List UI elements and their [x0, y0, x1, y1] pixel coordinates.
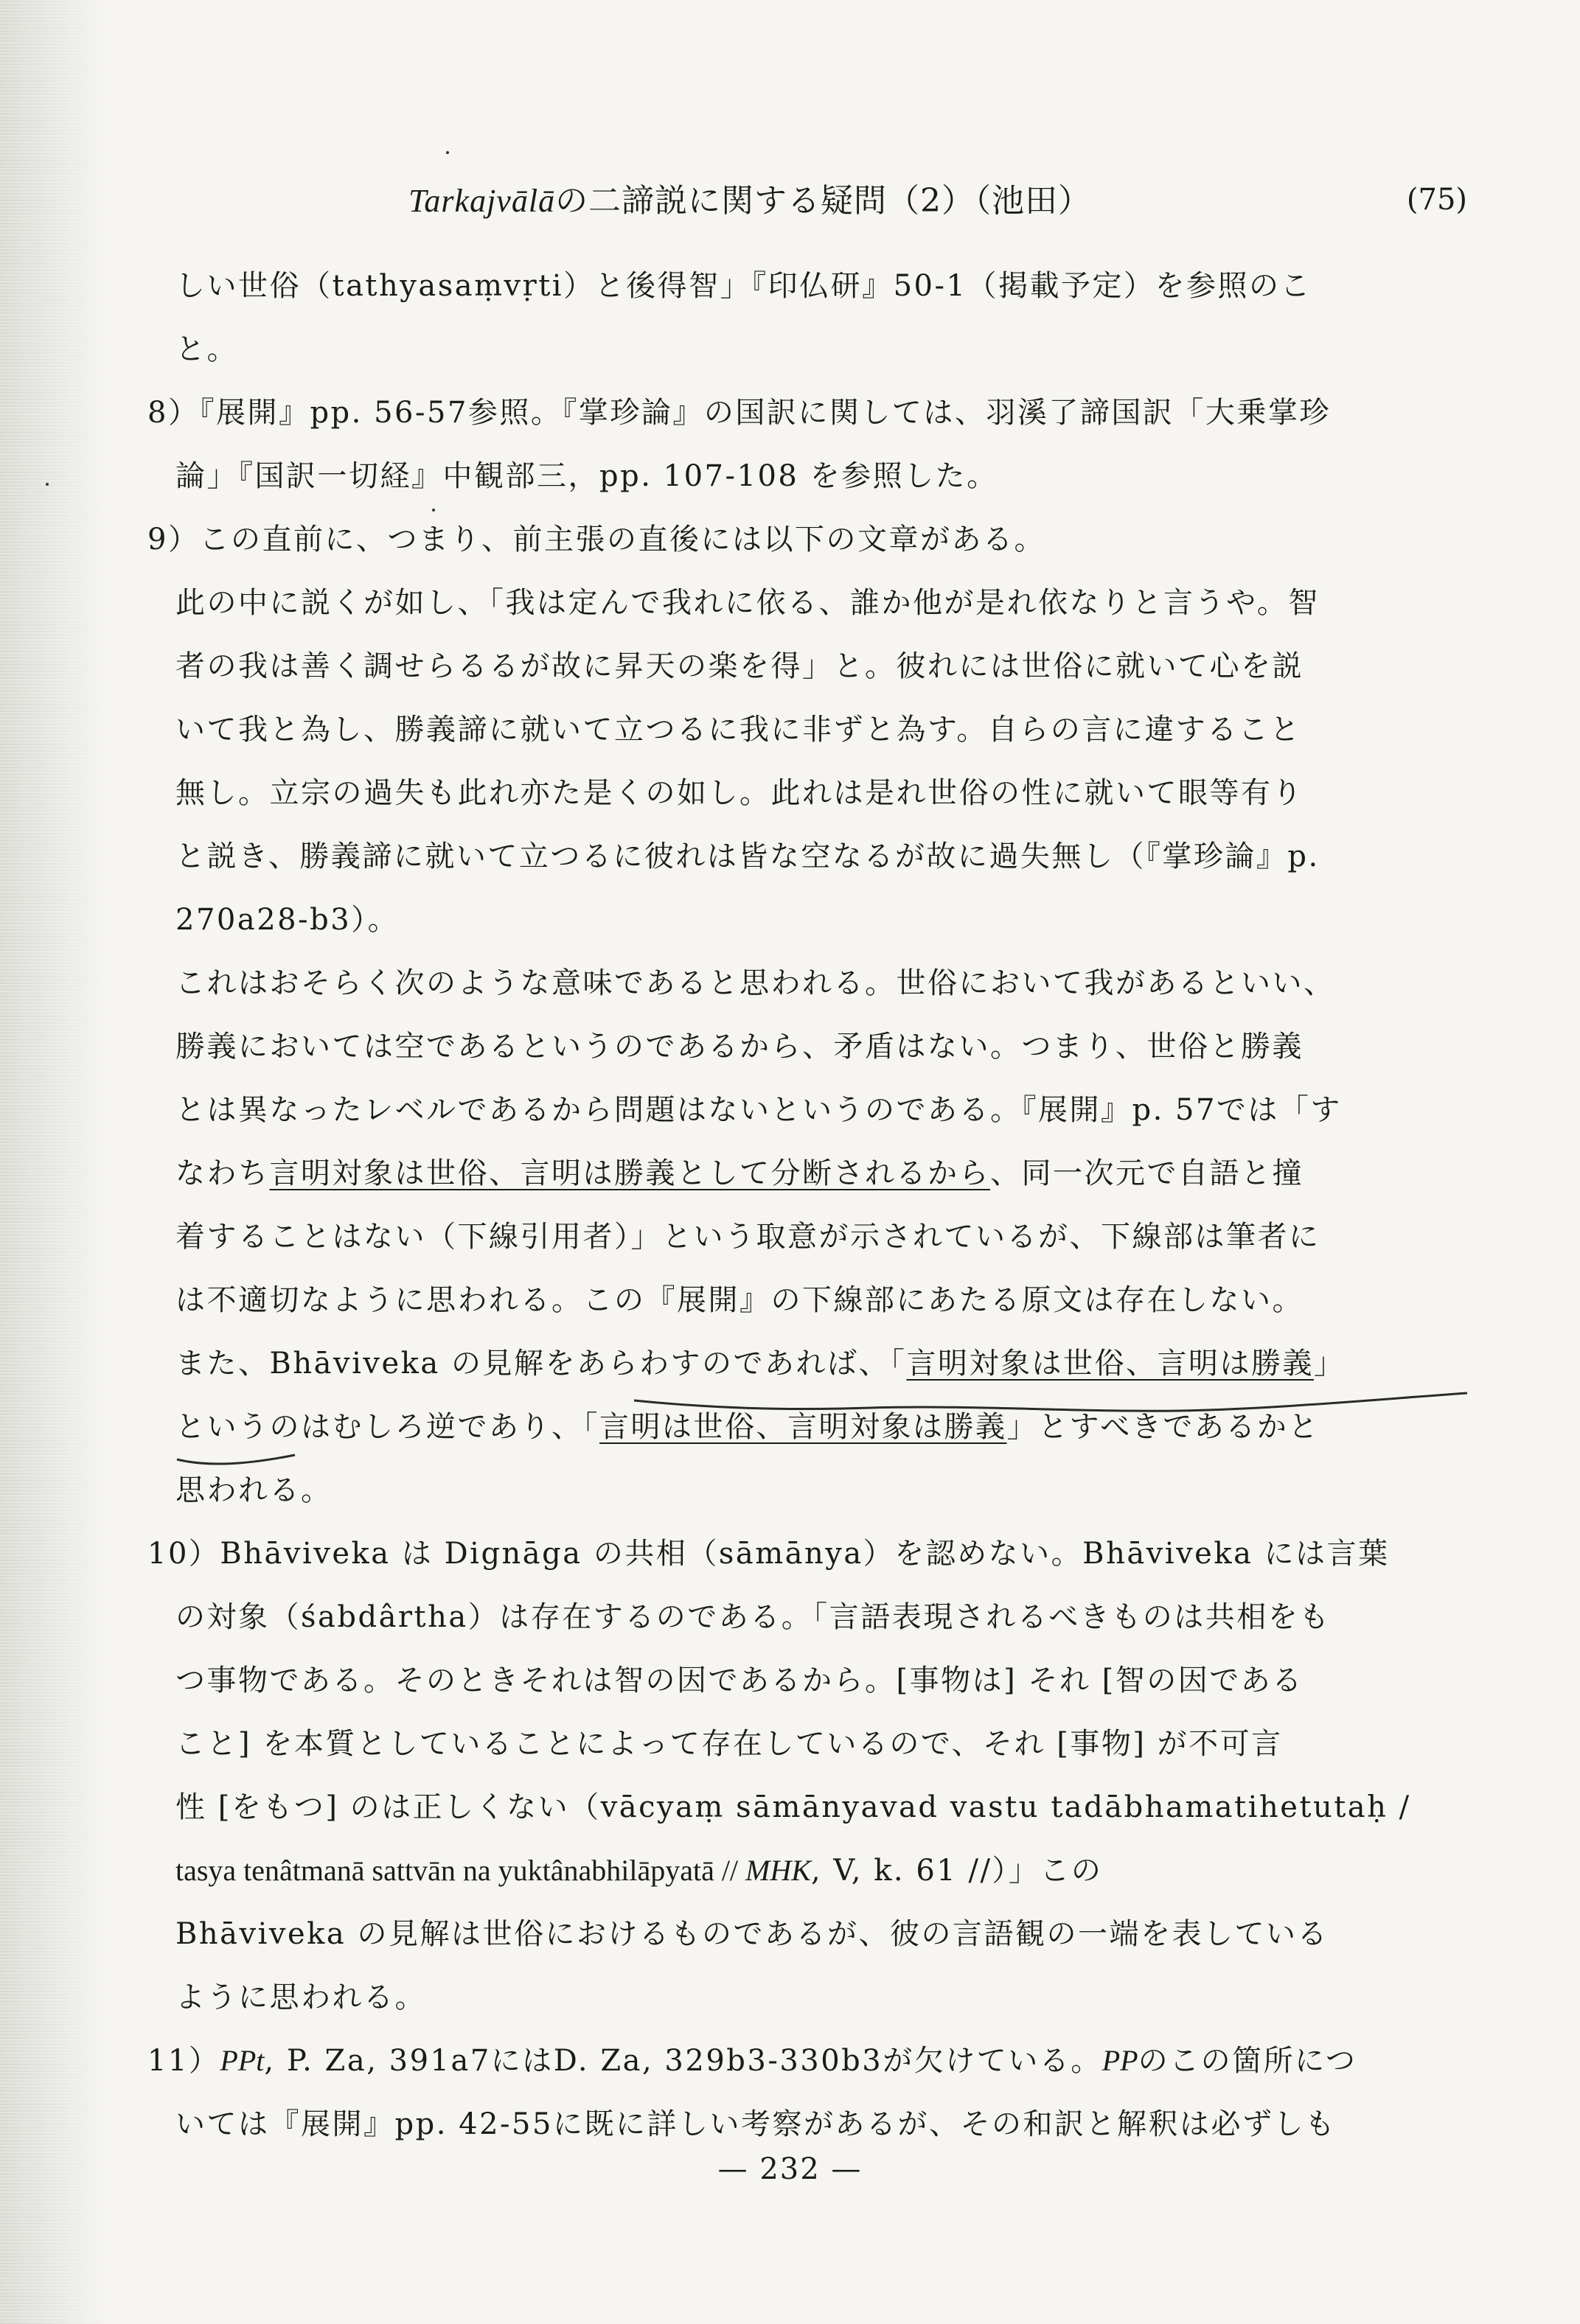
text-line: 着することはない（下線引用者）」という取意が示されているが、下線部は筆者に: [175, 1220, 1320, 1254]
text-line: の対象（śabdârtha）は存在するのである。「言語表現されるべきものは共相をも: [175, 1600, 1331, 1634]
text-line: しい世俗（tathyasaṃvṛti）と後得智」『印仏研』50-1（掲載予定）を参照のこ: [175, 269, 1312, 303]
text-line: は不適切なように思われる。この『展開』の下線部にあたる原文は存在しない。: [175, 1283, 1304, 1317]
footnote-11-line: [147, 2029, 1467, 2093]
quote-line: 此の中に説くが如し、「我は定んで我れに依る、誰か他が是れ依なりと言うや。智: [175, 586, 1320, 620]
text-line: いては『展開』pp. 42-55に既に詳しい考察があるが、その和訳と解釈は必ずしも: [175, 2107, 1337, 2141]
text-line: こと] を本質としていることによって存在しているので、それ [事物] が不可言: [175, 1727, 1283, 1761]
underlined-phrase: 言明は世俗、言明対象は勝義: [599, 1410, 1007, 1444]
footnote-8-line: 8）『展開』pp. 56-57参照。『掌珍論』の国訳に関しては、羽溪了諦国訳「大乗掌珍: [147, 396, 1331, 430]
italic-abbrev: PPt: [220, 2044, 265, 2077]
text-segment: 11）: [147, 2044, 220, 2078]
title-italic: Tarkajvālā: [408, 183, 556, 219]
text-line: [147, 1332, 1467, 1395]
text-line: ように思われる。: [175, 1981, 426, 2014]
text-segment: 、同一次元で自語と撞: [990, 1156, 1304, 1190]
text-line: Bhāviveka の見解は世俗におけるものであるが、彼の言語観の一端を表している: [175, 1917, 1329, 1951]
scan-edge-shadow: [0, 0, 111, 2324]
text-line: 勝義においては空であるというのであるから、矛盾はない。つまり、世俗と勝義: [175, 1030, 1304, 1064]
italic-abbrev: PP: [1102, 2044, 1138, 2077]
text-line: [147, 1142, 1467, 1205]
quote-line: と説き、勝義諦に就いて立つるに彼れは皆な空なるが故に過失無し（『掌珍論』p.: [175, 840, 1320, 873]
footnote-10-line: 10）Bhāviveka は Dignāga の共相（sāmānya）を認めない。Bhāviveka には言葉: [147, 1537, 1390, 1571]
text-line: つ事物である。そのときそれは智の因であるから。[事物は] それ [智の因である: [175, 1664, 1304, 1697]
underlined-phrase: 言明対象は世俗、言明は勝義: [906, 1347, 1314, 1381]
text-line: これはおそらく次のような意味であると思われる。世俗において我があるといい、: [175, 966, 1335, 1000]
text-segment: , P. Za, 391a7にはD. Za, 329b3-330b3が欠けている。: [264, 2044, 1102, 2078]
text-line: と。: [175, 332, 238, 366]
text-line: 性 [をもつ] のは正しくない（vācyaṃ sāmānyavad vastu tadābhamatihetutaḥ /: [175, 1790, 1411, 1824]
page-footer-number: — 232 —: [717, 2152, 863, 2186]
text-segment: なわち: [175, 1156, 270, 1190]
text-line: [147, 1395, 1467, 1459]
scan-speck: [446, 151, 449, 154]
text-segment: 」とすべきであるかと: [1006, 1410, 1320, 1444]
text-line: [147, 1839, 1467, 1902]
text-segment: tasya tenâtmanā sattvān na yuktânabhilāpyatā //: [175, 1854, 746, 1887]
text-line: 論」『国訳一切経』中観部三，pp. 107-108 を参照した。: [175, 459, 998, 493]
text-segment: 」: [1313, 1347, 1346, 1381]
underlined-phrase: 言明対象は世俗、言明は勝義として分断されるから: [269, 1156, 990, 1190]
quote-line: 270a28-b3）。: [175, 903, 400, 937]
text-segment: , V, k. 61 //）」この: [810, 1854, 1103, 1888]
running-title: [408, 174, 1091, 221]
quote-line: いて我と為し、勝義諦に就いて立つるに我に非ずと為す。自らの言に違すること: [175, 713, 1301, 747]
text-line: 思われる。: [175, 1473, 333, 1507]
text-segment: というのはむしろ逆であり、「: [175, 1410, 599, 1444]
scan-speck: [46, 483, 49, 486]
quote-line: 者の我は善く調せらるるが故に昇天の楽を得」と。彼れには世俗に就いて心を説: [175, 649, 1304, 683]
text-segment: また、Bhāviveka の見解をあらわすのであれば、「: [175, 1347, 907, 1381]
italic-abbrev: MHK: [745, 1854, 811, 1887]
footnote-9-line: 9）この直前に、つまり、前主張の直後には以下の文章がある。: [147, 523, 1045, 556]
quote-line: 無し。立宗の過失も此れ亦た是くの如し。此れは是れ世俗の性に就いて眼等有り: [175, 776, 1304, 810]
text-segment: のこの箇所につ: [1138, 2044, 1357, 2078]
body-text: [147, 254, 1467, 2156]
running-header: [170, 171, 1467, 230]
page-number-tag: (75): [1406, 183, 1467, 217]
title-rest: の二諦説に関する疑問（2）（池田）: [555, 182, 1092, 220]
text-line: とは異なったレベルであるから問題はないというのである。『展開』p. 57では「す: [175, 1093, 1342, 1127]
